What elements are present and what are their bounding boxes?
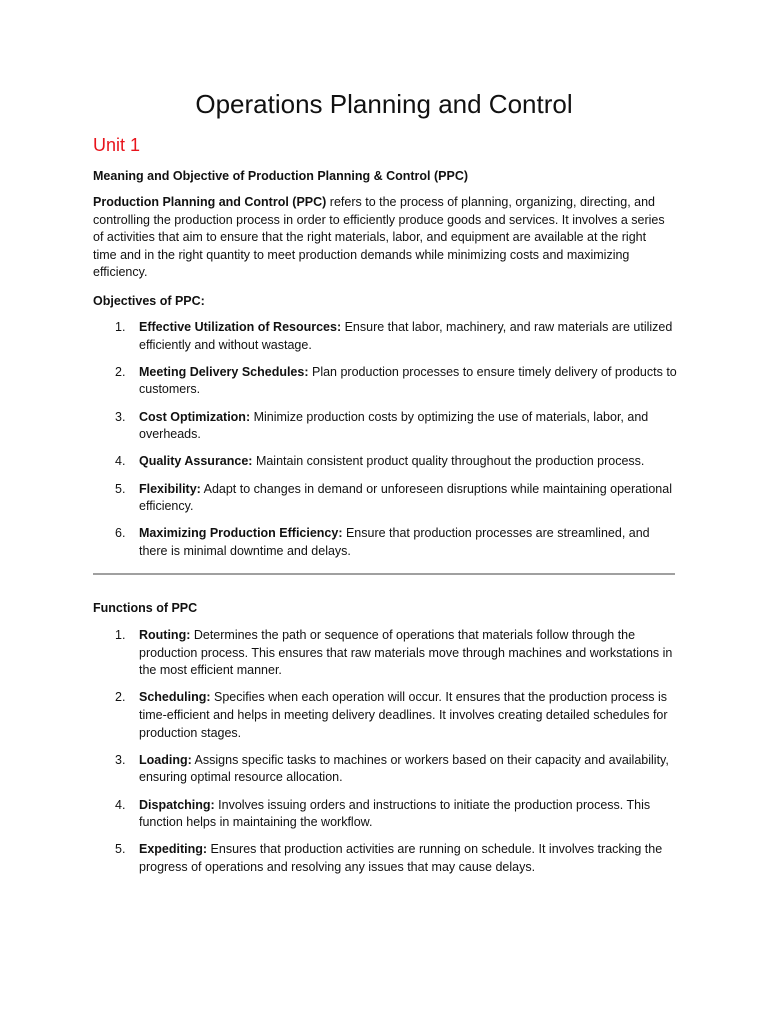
- function-term: Loading:: [139, 752, 192, 767]
- function-text: Ensures that production activities are running on schedule. It involves tracking the progress of operations and resolving any issues that may cause delays.: [139, 842, 663, 874]
- function-text: Specifies when each operation will occur. It ensures that the production process is time-efficient and helps in meeting delivery deadlines. It involves creating detailed schedules for production stages.: [139, 690, 668, 740]
- function-item: [93, 627, 677, 680]
- list-number: 1.: [115, 320, 126, 334]
- function-text: Assigns specific tasks to machines or workers based on their capacity and availability, ensuring optimal resource allocation.: [139, 752, 669, 785]
- definition-paragraph: [93, 194, 673, 282]
- list-number: 4.: [115, 797, 126, 812]
- function-item: [93, 689, 677, 742]
- list-number: 3.: [115, 752, 126, 767]
- objective-text: Plan production processes to ensure timely delivery of products to customers.: [139, 364, 677, 397]
- objective-text: Ensure that labor, machinery, and raw materials are utilized efficiently and without wastage.: [139, 320, 673, 352]
- objective-term: Cost Optimization:: [139, 409, 251, 424]
- function-term: Expediting:: [139, 842, 208, 857]
- unit-heading: Unit 1: [93, 135, 141, 155]
- list-number: 3.: [115, 409, 126, 424]
- document-title: Operations Planning and Control: [195, 89, 573, 119]
- objective-text: Ensure that production processes are streamlined, and there is minimal downtime and delays.: [139, 526, 650, 558]
- objective-text: Maintain consistent product quality throughout the production process.: [252, 454, 645, 469]
- functions-list: [93, 627, 677, 886]
- function-item: [93, 752, 677, 787]
- function-term: Scheduling:: [139, 690, 211, 705]
- horizontal-divider: [93, 573, 675, 575]
- function-term: Routing:: [139, 628, 191, 642]
- list-number: 5.: [115, 842, 126, 857]
- list-number: 2.: [115, 690, 126, 705]
- objective-text: Minimize production costs by optimizing the use of materials, labor, and overheads.: [139, 409, 649, 442]
- definition-term: Production Planning and Control (PPC): [93, 195, 327, 209]
- objective-term: Quality Assurance:: [139, 454, 253, 469]
- objective-item: [93, 481, 677, 516]
- list-number: 5.: [115, 481, 126, 496]
- function-item: [93, 841, 677, 876]
- meaning-heading: Meaning and Objective of Production Planning & Control (PPC): [93, 169, 469, 183]
- functions-heading: Functions of PPC: [93, 601, 198, 615]
- function-item: [93, 797, 677, 832]
- objectives-heading: Objectives of PPC:: [93, 294, 205, 308]
- objective-term: Maximizing Production Efficiency:: [139, 526, 343, 541]
- objective-item: [93, 319, 677, 354]
- objectives-list: [93, 319, 677, 570]
- objective-item: [93, 525, 677, 560]
- objective-item: [93, 409, 677, 444]
- objective-item: [93, 453, 677, 471]
- objective-term: Flexibility:: [139, 481, 201, 496]
- objective-item: [93, 364, 677, 399]
- list-number: 4.: [115, 454, 126, 469]
- function-term: Dispatching:: [139, 797, 215, 812]
- objective-text: Adapt to changes in demand or unforeseen disruptions while maintaining operational efficiency.: [139, 481, 672, 514]
- objective-term: Effective Utilization of Resources:: [139, 320, 342, 334]
- function-text: Involves issuing orders and instructions to initiate the production process. This function helps in maintaining the workflow.: [139, 797, 651, 830]
- function-text: Determines the path or sequence of operations that materials follow through the production process. This ensures that raw materials move through machines and workstations in the most efficient manner.: [139, 628, 673, 678]
- list-number: 1.: [115, 628, 126, 642]
- objective-term: Meeting Delivery Schedules:: [139, 364, 309, 379]
- list-number: 2.: [115, 364, 126, 379]
- definition-text: refers to the process of planning, organizing, directing, and controlling the production process in order to efficiently produce goods and services. It involves a series of activities that aim to ensure that the right materials, labor, and equipment are available at the right time and in the right quantity to meet production demands while minimizing costs and maximizing efficiency.: [93, 195, 665, 280]
- list-number: 6.: [115, 526, 126, 541]
